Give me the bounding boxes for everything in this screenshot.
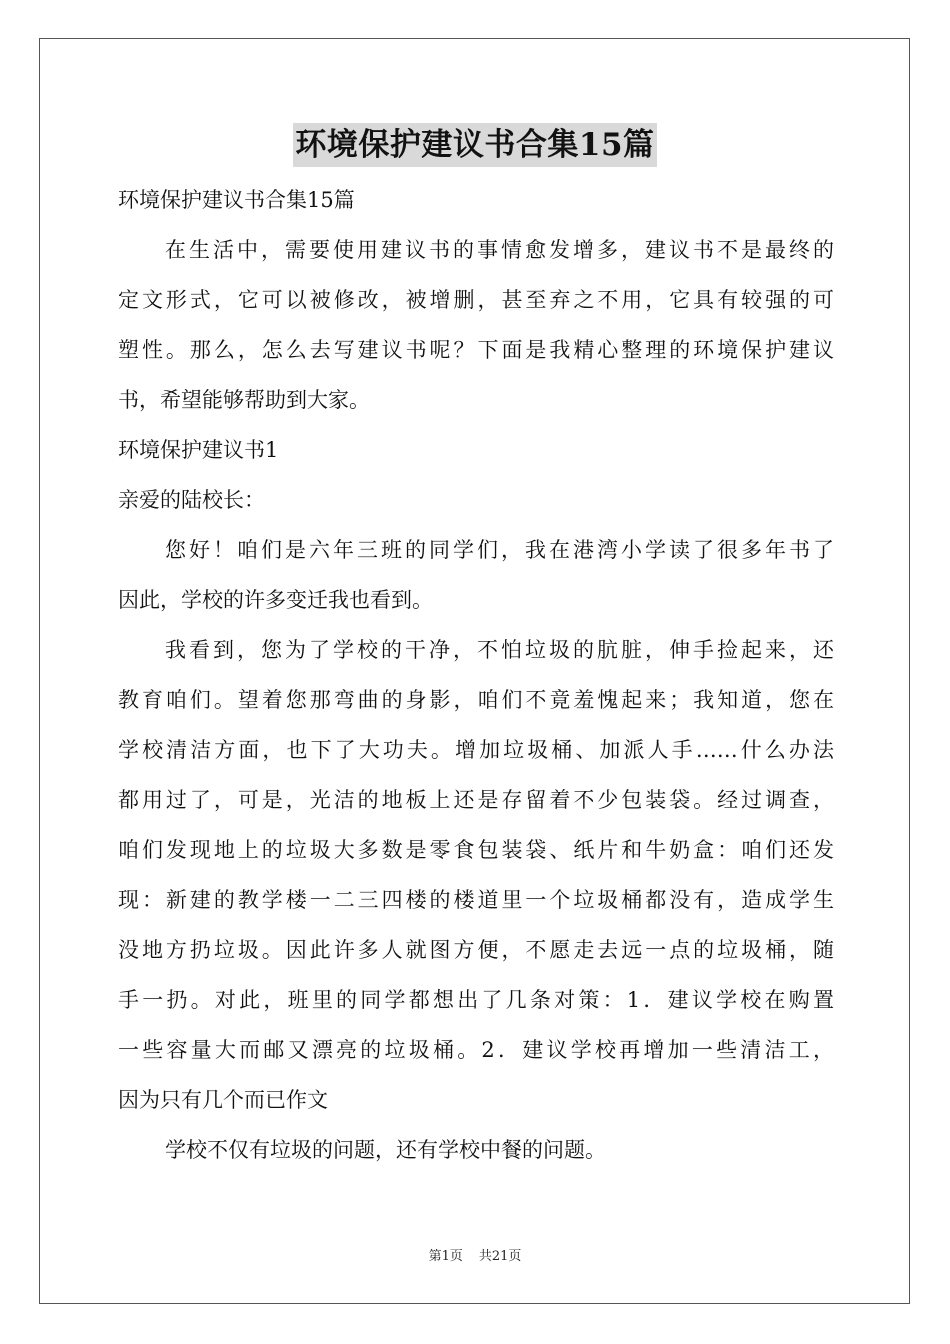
paragraph-line: 一些容量大而邮又漂亮的垃圾桶。2．建议学校再增加一些清洁工， <box>118 1038 834 1062</box>
paragraph-1 <box>118 525 834 625</box>
paragraph-line: 教育咱们。望着您那弯曲的身影，咱们不竟羞愧起来；我知道，您在 <box>118 688 834 712</box>
page-number: 第1页 <box>428 1249 463 1264</box>
document-body <box>118 175 834 1175</box>
salutation: 亲爱的陆校长： <box>118 488 265 512</box>
section-heading: 环境保护建议书1 <box>118 438 279 462</box>
paragraph-line: 现：新建的教学楼一二三四楼的楼道里一个垃圾桶都没有，造成学生 <box>118 888 834 912</box>
document-title: 环境保护建议书合集15篇 <box>293 123 656 167</box>
paragraph-line: 在生活中，需要使用建议书的事情愈发增多，建议书不是最终的 <box>165 238 834 262</box>
paragraph-2 <box>118 625 834 1125</box>
paragraph-line: 都用过了，可是，光洁的地板上还是存留着不少包装袋。经过调查， <box>118 788 834 812</box>
paragraph-line: 书，希望能够帮助到大家。 <box>118 388 370 412</box>
paragraph-line: 没地方扔垃圾。因此许多人就图方便，不愿走去远一点的垃圾桶，随 <box>118 938 834 962</box>
intro-paragraph <box>118 225 834 425</box>
paragraph-line: 手一扔。对此，班里的同学都想出了几条对策：1．建议学校在购置 <box>118 988 834 1012</box>
title-container <box>0 123 950 167</box>
paragraph-line: 学校清洁方面，也下了大功夫。增加垃圾桶、加派人手……什么办法 <box>118 738 834 762</box>
paragraph-line: 塑性。那么，怎么去写建议书呢？下面是我精心整理的环境保护建议 <box>118 338 834 362</box>
paragraph-3 <box>118 1125 834 1175</box>
paragraph-line: 定文形式，它可以被修改，被增删，甚至弃之不用，它具有较强的可 <box>118 288 834 312</box>
page-footer <box>0 1248 950 1266</box>
document-subtitle: 环境保护建议书合集15篇 <box>118 188 355 212</box>
paragraph-line: 咱们发现地上的垃圾大多数是零食包装袋、纸片和牛奶盒：咱们还发 <box>118 838 834 862</box>
paragraph-line: 您好！咱们是六年三班的同学们，我在港湾小学读了很多年书了 <box>165 538 834 562</box>
paragraph-line: 因此，学校的许多变迁我也看到。 <box>118 588 433 612</box>
paragraph-line: 学校不仅有垃圾的问题，还有学校中餐的问题。 <box>165 1138 606 1162</box>
paragraph-line: 我看到，您为了学校的干净，不怕垃圾的肮脏，伸手捡起来，还 <box>165 638 834 662</box>
total-pages: 共21页 <box>478 1249 522 1264</box>
paragraph-line: 因为只有几个而已作文 <box>118 1088 328 1112</box>
